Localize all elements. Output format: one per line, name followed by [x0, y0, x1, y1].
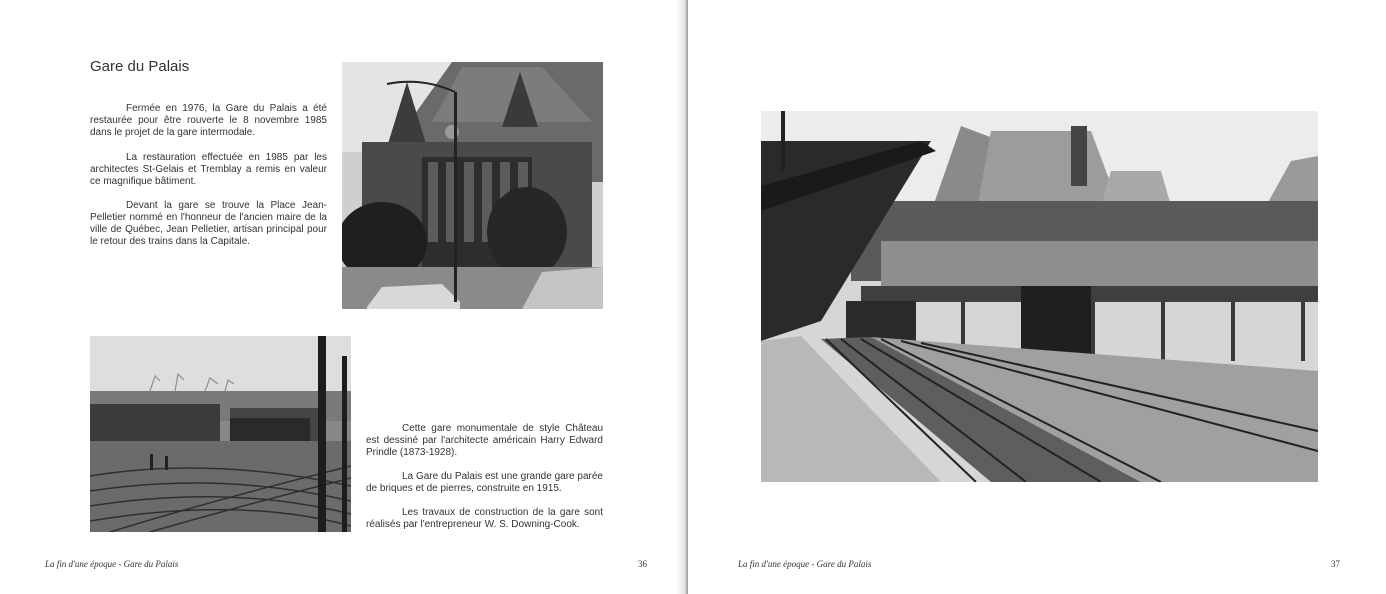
station-facade-photo	[342, 62, 603, 309]
right-page	[688, 0, 1386, 594]
paragraph-construction: La Gare du Palais est une grande gare parée de briques et de pierres, construite en 1915.	[366, 471, 603, 494]
paragraph-closure: Fermée en 1976, la Gare du Palais a été restaurée pour être rouverte le 8 novembre 1985 dans le projet de la gare intermodale.	[90, 103, 327, 138]
footer-title: La fin d'une époque - Gare du Palais	[738, 559, 872, 569]
page-title: Gare du Palais	[90, 58, 190, 75]
page-number: 36	[638, 559, 647, 569]
rail-yard-photo	[90, 336, 351, 532]
paragraph-architect: Cette gare monumentale de style Château est dessiné par l'architecte américain Harry Edward Prindle (1873-1928).	[366, 423, 603, 458]
paragraph-restoration: La restauration effectuée en 1985 par les architectes St-Gelais et Tremblay a remis en valeur ce magnifique bâtiment.	[90, 152, 327, 187]
paragraph-contractor: Les travaux de construction de la gare sont réalisés par l'entrepreneur W. S. Downing-Cook.	[366, 507, 603, 530]
station-platform-photo	[761, 111, 1318, 482]
paragraph-place-jean-pelletier: Devant la gare se trouve la Place Jean-Pelletier nommé en l'honneur de l'ancien maire de la ville de Québec, Jean Pelletier, artisan principal pour le retour des trains dans la Capitale.	[90, 200, 327, 247]
footer-title: La fin d'une époque - Gare du Palais	[45, 559, 179, 569]
left-page	[0, 0, 688, 594]
page-number: 37	[1331, 559, 1340, 569]
